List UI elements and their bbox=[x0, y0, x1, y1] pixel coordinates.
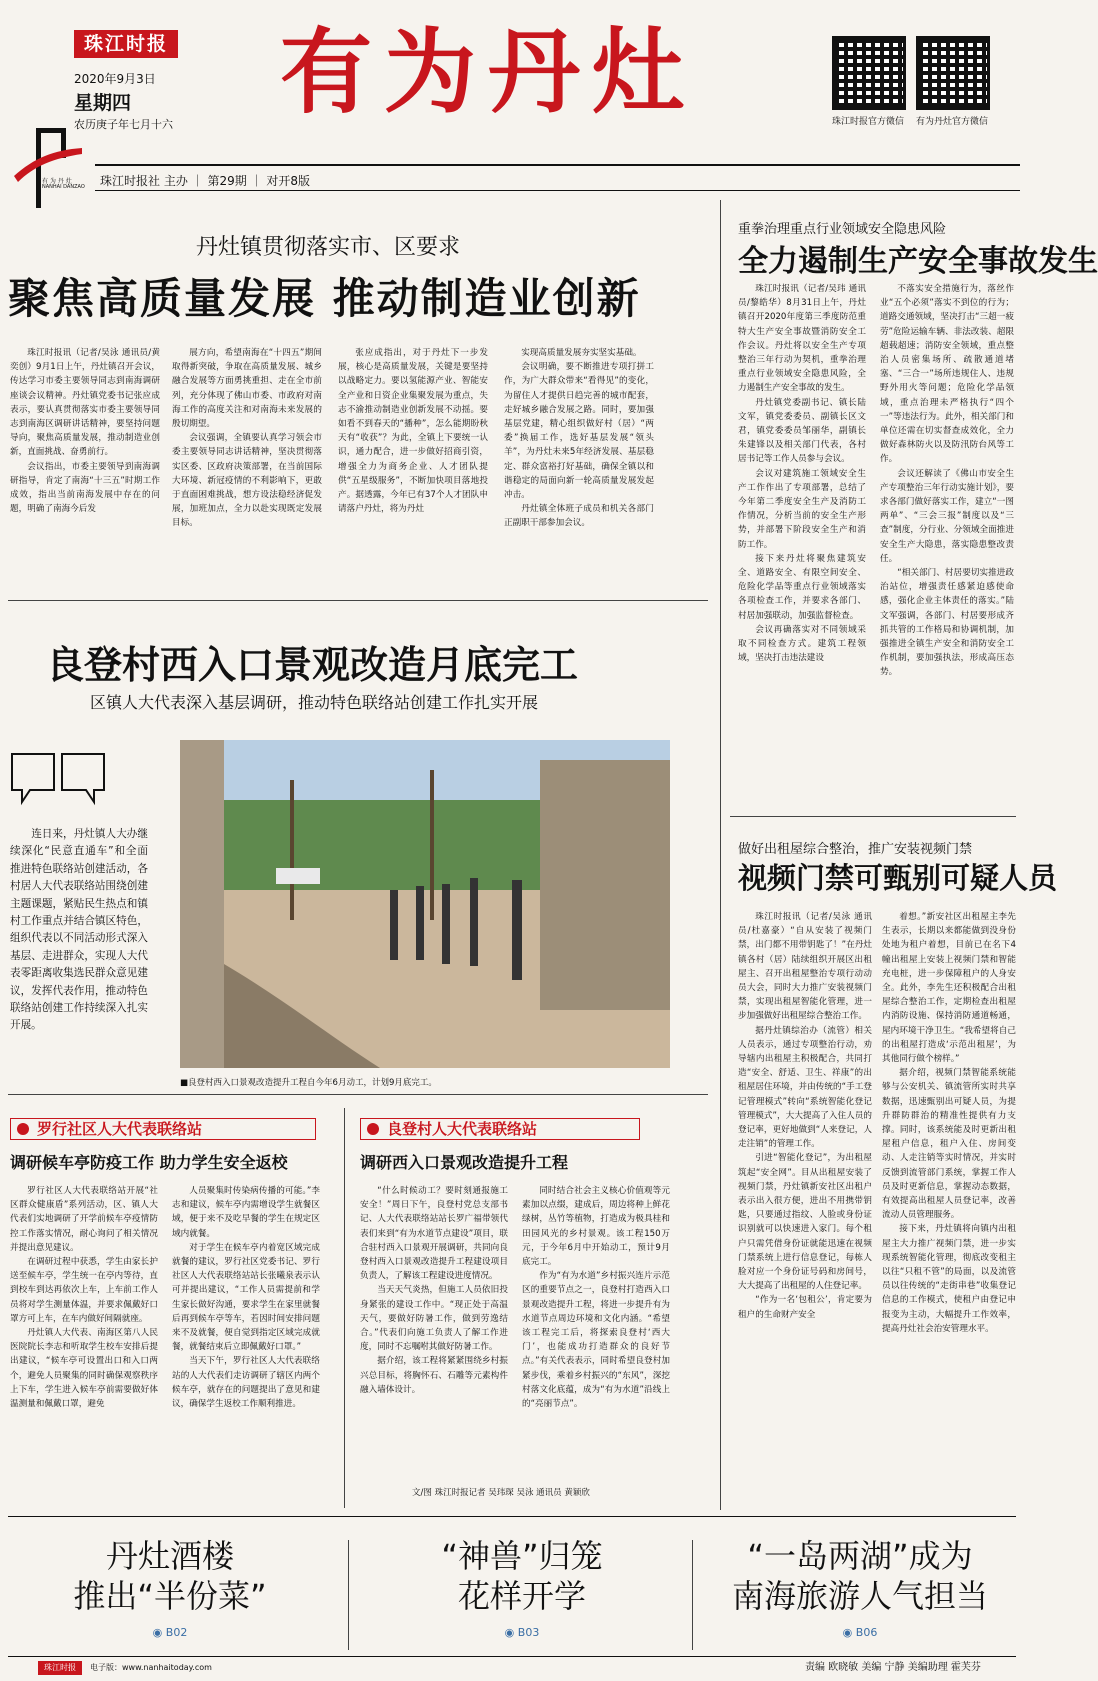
qr-code-icon bbox=[832, 36, 906, 110]
paragraph: 对于学生在候车亭内着宽区域完成就餐的建议，罗行社区党委书记、罗行社区人大代表联络站站长张曦泉表示认可并提出建议，“工作人员需提前和学生家长做好沟通，要求学生在家里就餐后再到候车亭等车，若因时间安排问题来不及就餐，便自觉到指定区域完成就餐，就餐结束后立即佩戴好口罩。” bbox=[172, 1242, 320, 1353]
village-photo-image bbox=[180, 740, 670, 1068]
luoxing-station-tag bbox=[10, 1118, 316, 1140]
promo-item-1[interactable] bbox=[20, 1536, 320, 1639]
paragraph: “相关部门、村居要切实推进政治站位，增强责任感紧迫感使命感，强化企业主体责任的落实。”陆文军强调，各部门、村居要形成齐抓共管的工作格局和协调机制，加强推进全镇生产安全和消防安全工作机制，要加强执法，形成高压态势。 bbox=[880, 568, 1014, 678]
paragraph: 会议指出，市委主要领导到南海调研指导，肯定了南海“十三五”时期工作成效，指出当前南海发展中存在的问题，明确了南海今后发 bbox=[10, 461, 160, 515]
section-rule bbox=[8, 600, 708, 601]
safety-headline: 全力遏制生产安全事故发生 bbox=[738, 244, 1098, 279]
lead-column-4 bbox=[504, 346, 654, 578]
promo-rule bbox=[8, 1516, 1016, 1517]
paragraph: 接下来丹灶将聚焦建筑安全、道路安全、有限空间安全、危险化学品等重点行业领域落实各项检查工作，并要求各部门、村居加强联动，加强监督检查。 bbox=[738, 553, 866, 621]
paragraph: 丹灶镇人大代表、南海区第八人民医院院长李志和听取学生校车安排后提出建议，“候车亭可设置出口和入口两个，避免人员聚集的同时确保观察秩序上下车，学生进入候车亭前需要做好体温测量和佩戴口罩，避免 bbox=[10, 1328, 158, 1410]
promo-page-ref[interactable]: ◉ B06 bbox=[842, 1626, 878, 1639]
paragraph: 引进“智能化登记”，为出租屋筑起“安全网”。目从出租屋安装了视频门禁，丹灶镇新安社区出租户表示出入很方便，进出不用携带钥匙，只要通过指纹、人脸或身份证识别就可以快速进入家门。每个租户只需凭借身份证就能迅速在视频门禁系统上进行信息登记，每栋人脸对应一个身份证号码和房间号，大大提高了出租屋的人住登记率。 bbox=[738, 1153, 872, 1292]
safety-column-1 bbox=[738, 282, 866, 792]
paragraph: 在调研过程中获悉，学生由家长护送至候车亭，学生统一在亭内等待，直到校车到达再依次上车，上车前工作人员将对学生测量体温，并要求佩戴好口罩方可上车，在车内做好间隔就座。 bbox=[10, 1257, 158, 1324]
header-rule bbox=[95, 164, 1020, 166]
column-divider bbox=[344, 1108, 345, 1508]
section-rule bbox=[8, 1094, 708, 1095]
promo-divider bbox=[692, 1540, 693, 1650]
danzao-logo-icon bbox=[14, 128, 84, 208]
play-icon bbox=[17, 1123, 29, 1135]
photo-caption: ■良登村西入口景观改造提升工程自今年6月动工，计划9月底完工。 bbox=[180, 1078, 437, 1088]
paragraph: 据丹灶镇综治办（流管）相关人员表示，通过专项整治行动，劝导辖内出租屋主积极配合，共同打造“安全、舒适、卫生、祥康”的出租屋居住环境，并由传统的“手工登记管理模式”转向“系统智能化登记管理模式”，大大提高了入住人员的登记率，更好地做到“人来登记，人走注销”的管理工作。 bbox=[738, 1025, 872, 1150]
video-headline: 视频门禁可甄别可疑人员 bbox=[738, 861, 1058, 895]
landscape-subhead: 区镇人大代表深入基层调研，推动特色联络站创建工作扎实开展 bbox=[90, 693, 539, 712]
lunar-date: 农历庚子年七月十六 bbox=[74, 118, 173, 131]
paragraph: 作为“有为水道”乡村振兴连片示范区的重要节点之一，良登村打造西入口景观改造提升工程，将进一步提升有为水道节点周边环境和文化内涵。“希望该工程完工后，将探索良登村‘西大门’，也能成功打造群众的良好节点。”有关代表表示，同时希望良登村加紧步伐，乘着乡村振兴的“东风”，深挖村落文化底蕴，成为“有为水道”沿线上的“亮丽节点”。 bbox=[522, 1271, 670, 1410]
masthead: 有为丹灶 bbox=[280, 18, 697, 126]
paragraph: 实现高质量发展夯实坚实基础。 bbox=[521, 348, 642, 358]
safety-kicker: 重拳治理重点行业领域安全隐患风险 bbox=[738, 222, 947, 237]
safety-column-2 bbox=[880, 282, 1014, 792]
luoxing-column-2 bbox=[172, 1184, 320, 1494]
paragraph: 连日来，丹灶镇人大办继续深化“民意直通车”和全面推进特色联络站创建活动，各村居人大代表联络站围绕创建主题课题，紧贴民生热点和镇村工作重点并结合镇区特色，组织代表以不同活动形式深入基层、走进群众，实现人大代表零距离收集选民群众意见建议，发挥代表作用，推动特色联络站创建工作持续深入扎实开展。 bbox=[10, 828, 148, 1032]
paragraph: 珠江时报讯（记者/吴泳 通讯员/杜嘉豪）“自从安装了视频门禁，出门都不用带钥匙了！”在丹灶镇各村（居）陆续组织开展区出租屋主、召开出租屋整治专项行动动员大会，同时大力推广安装视频门禁，实现出租屋智能化管理，进一步加强做好出租屋综合整治工作。 bbox=[738, 912, 872, 1022]
qr-code-icon bbox=[916, 36, 990, 110]
speech-bubbles-icon bbox=[10, 752, 106, 814]
liangdeng-station-tag bbox=[360, 1118, 640, 1140]
paragraph: 罗行社区人大代表联络站开展“社区群众健康盾”系列活动，区、镇人大代表们实地调研了开学前候车亭疫情防控工作落实情况，耐心询问了相关情况并提出意见建议。 bbox=[10, 1186, 158, 1253]
paragraph: 会议再确落实对不同领域采取不同检查方式。建筑工程领域，坚决打击违法建设 bbox=[738, 624, 866, 664]
video-column-1 bbox=[738, 910, 872, 1505]
luoxing-column-1 bbox=[10, 1184, 158, 1494]
play-icon bbox=[367, 1123, 379, 1135]
footer-badge: 珠江时报 bbox=[38, 1661, 82, 1675]
header-rule bbox=[95, 190, 1020, 191]
promo-line: “一岛两湖”成为 bbox=[747, 1537, 973, 1575]
lead-kicker: 丹灶镇贯彻落实市、区要求 bbox=[196, 235, 461, 260]
landscape-headline: 良登村西入口景观改造月底完工 bbox=[46, 642, 579, 687]
promo-line: 花样开学 bbox=[457, 1577, 586, 1615]
promo-ref-label: B03 bbox=[517, 1626, 540, 1639]
station-tag-label: 良登村人大代表联络站 bbox=[387, 1120, 538, 1138]
liangdeng-headline: 调研西入口景观改造提升工程 bbox=[360, 1153, 569, 1172]
qr-code-2 bbox=[916, 36, 990, 127]
paragraph: 同时结合社会主义核心价值观等元素加以点缀，建成后，周边将种上鲜花绿树，丛竹等植物，打造成为极具桂和田园风光的乡村景观。该工程150万元，于今年6月中开始动工，预计9月底完工。 bbox=[522, 1186, 670, 1268]
paragraph: 会议还解读了《佛山市安全生产专项整治三年行动实施计划》，要求各部门做好落实工作，建立“一图两单”、“三会三报”制度以及“三查”制度，分行业、分领域全面推进安全生产大隐患，落实隐患整改责任。 bbox=[880, 468, 1014, 564]
paragraph: 会议强调，全镇要认真学习领会市委主要领导同志讲话精神，坚决贯彻落实区委、区政府决策部署，在当前国际大环境、新冠疫情的不利影响下，更敢于直面困难挑战，想方设法稳经济促发展，加班加点，全力以赴实现既定发展目标。 bbox=[172, 433, 322, 529]
footer-url[interactable]: 电子版：www.nanhaitoday.com bbox=[90, 1663, 212, 1672]
paragraph: 不落实安全措施行为，落丝作业“五个必须”落实不到位的行为；道路交通领域，坚决打击“三超一疲劳”危险运输车辆、非法改装、超限超载超速；消防安全领域，重点整治人员密集场所、疏散通道堵塞、“三合一”场所违规住人、违规野外用火等问题；危险化学品领域，重点治理未严格执行“四个一”等违法行为。此外，相关部门和单位还需在切实督查成效化，全力做好森林防火以及防汛防台风等工作。 bbox=[880, 284, 1014, 465]
paragraph: 珠江时报讯（记者/吴泳 通讯员/黄奕创）9月1日上午，丹灶镇召开会议，传达学习市委主要领导同志到南海调研座谈会议精神。丹灶镇党委书记张应成表示，要认真贯彻落实市委主要领导同志到南海区调研讲话精神，要坚持问题导向，聚焦高质量发展，推动制造业创新，直面挑战、奋勇前行。 bbox=[10, 348, 160, 458]
paragraph: 据介绍，视频门禁智能系统能够与公安机关、镇流管所实时共享数据，迅速甄别出可疑人员，为提升群防群治的精准性提供有力支撑。同时，该系统能及时更新出租屋租户信息，租户入住、房间变动、人走注销等实时情况，并实时反馈到流管部门系统，掌握工作人员及时更新信息，掌握动态数据，有效提高出租屋人员登记率，改善流动人员管理服务。 bbox=[882, 1068, 1016, 1221]
promo-item-3[interactable] bbox=[710, 1536, 1010, 1639]
video-kicker: 做好出租屋综合整治，推广安装视频门禁 bbox=[738, 842, 973, 857]
issue-date: 2020年9月3日 bbox=[74, 72, 156, 86]
paragraph: “什么时候动工？要时刻通报施工安全！”周日下午，良登村党总支部书记、人大代表联络站站长罗广福带领代表们来到“有为水道节点建设”项目，联合驻村西入口景观开展调研，共同向良登村西入口景观改造提升工程建设项目负责人，了解该工程建设进度情况。 bbox=[360, 1186, 508, 1282]
landscape-photo bbox=[180, 740, 670, 1068]
liangdeng-column-2 bbox=[522, 1184, 670, 1480]
paragraph: 展方向，希望南海在“十四五”期间取得新突破，争取在高质量发展、城乡融合发展等方面勇挑重担、走在全市前列，充分体现了佛山市委、市政府对南海工作的高度关注和对南海未来发展的殷切期望。 bbox=[172, 348, 322, 430]
column-divider bbox=[720, 200, 721, 1510]
promo-line: “神兽”归笼 bbox=[441, 1537, 603, 1575]
lead-column-1 bbox=[10, 346, 160, 578]
paragraph: “作为一名‘包租公’，肯定要为租户的生命财产安全 bbox=[738, 1295, 872, 1320]
paragraph: 当天天气炎热，但施工人员依旧投身紧张的建设工作中。“现正处于高温天气，要做好防暑工作，做到劳逸结合。”代表们向施工负责人了解工作进度，同时不忘嘱咐其做好防暑工作。 bbox=[360, 1285, 508, 1353]
paragraph: 接下来，丹灶镇将向镇内出租屋主大力推广视频门禁，进一步实现系统智能化管理，彻底改变租主以往“只租不管”的局面，以及流管员以往传统的“走街串巷”收集登记信息的工作模式，使租户由登记申报变为主动，大幅提升工作效率，提高丹灶社会治安管理水平。 bbox=[882, 1224, 1016, 1334]
lead-column-3 bbox=[338, 346, 488, 578]
qr-code-1 bbox=[832, 36, 906, 127]
section-rule bbox=[730, 816, 1016, 817]
promo-page-ref[interactable]: ◉ B03 bbox=[504, 1626, 540, 1639]
lead-column-2 bbox=[172, 346, 322, 578]
landscape-intro bbox=[10, 826, 148, 1078]
footer-rule bbox=[8, 1656, 1016, 1657]
lead-headline: 聚焦高质量发展 推动制造业创新 bbox=[8, 274, 641, 323]
liangdeng-byline: 文/图 珠江时报记者 吴玮琛 吴泳 通讯员 黄颖欣 bbox=[412, 1488, 590, 1498]
paragraph: 着想。”新安社区出租屋主李先生表示，长期以来都能做到没身份处地为租户着想，目前已在名下4幢出租屋上安装上视频门禁和智能充电桩，进一步保障租户的人身安全。此外，李先生还积极配合出租屋综合整治工作，定期检查出租屋内消防设施、保持消防通道畅通，屋内环境干净卫生。“我希望将自己的出租屋打造成‘示范出租屋’，为其他同行做个榜样。” bbox=[882, 912, 1016, 1065]
info-bar: 珠江时报社 主办 ｜ 第29期 ｜ 对开8版 bbox=[100, 174, 310, 188]
paragraph: 据介绍，该工程将紧紧围绕乡村振兴总目标，将胸怀石、石雕等元素构件融入墙体设计。 bbox=[360, 1356, 508, 1395]
paragraph: 丹灶镇全体班子成员和机关各部门正副职干部参加会议。 bbox=[504, 504, 654, 529]
issue-weekday: 星期四 bbox=[74, 92, 132, 114]
footer-credits: 责编 欧晓敏 美编 宁静 美编助理 霍芙芬 bbox=[805, 1662, 981, 1673]
promo-ref-label: B06 bbox=[855, 1626, 878, 1639]
promo-line: 南海旅游人气担当 bbox=[731, 1577, 988, 1615]
promo-line: 丹灶酒楼 bbox=[105, 1537, 234, 1575]
paragraph: 人员聚集时传染病传播的可能。”李志和建议，候车亭内需增设学生就餐区域，便于来不及吃早餐的学生在规定区域内就餐。 bbox=[172, 1186, 320, 1239]
paragraph: 珠江时报讯（记者/吴玮 通讯员/黎皓华）8月31日上午，丹灶镇召开2020年度第三季度防范重特大生产安全事故暨消防安全工作会议。丹灶将以安全生产专项整治三年行动为契机，重拳治理重点行业领域安全隐患风险，全力遏制生产安全事故的发生。 bbox=[738, 284, 866, 394]
paper-name-badge: 珠江时报 bbox=[74, 30, 178, 58]
logo-subtitle: 有 为 丹 灶 bbox=[42, 178, 72, 185]
promo-ref-label: B02 bbox=[165, 1626, 188, 1639]
qr-caption: 珠江时报官方微信 bbox=[832, 117, 905, 127]
promo-divider bbox=[348, 1540, 349, 1650]
paragraph: 当天下午，罗行社区人大代表联络站的人大代表们走访调研了辖区内两个候车亭，就存在的问题提出了意见和建议，确保学生返校工作顺利推进。 bbox=[172, 1356, 320, 1410]
station-tag-label: 罗行社区人大代表联络站 bbox=[37, 1120, 203, 1138]
paragraph: 张应成指出，对于丹灶下一步发展，核心是高质量发展，关键是要坚持以战略定力。要以氢能源产业、智能安全产业和日资企业集聚发展为重点，失志不渝推动制造业创新发展不动摇。要如看不到春天的“播种”，怎么能期盼秋天有“收获”？为此，全镇上下要统一认识，通力配合，进一步做好招商引资，增强全力为商务企业、人才团队提供“五星级服务”，不断加快项目落地投产。据透露，今年已有37个人才团队申请落户丹灶，将为丹灶 bbox=[338, 348, 488, 515]
logo-english: NANHAI DANZAO bbox=[42, 184, 85, 190]
promo-item-2[interactable] bbox=[372, 1536, 672, 1639]
liangdeng-column-1 bbox=[360, 1184, 508, 1480]
luoxing-headline: 调研候车亭防疫工作 助力学生安全返校 bbox=[10, 1153, 288, 1172]
qr-caption: 有为丹灶官方微信 bbox=[916, 117, 989, 127]
promo-page-ref[interactable]: ◉ B02 bbox=[152, 1626, 188, 1639]
paragraph: 会议明确，要不断推进专项打拼工作，为广大群众带来“看得见”的变化，为留住人才提供日趋完善的城市配套，走好城乡融合发展之路。同时，要加强基层党建，精心组织做好村（居）“两委”换届工作，选好基层发展“领头羊”，为丹灶未来5年经济发展、基层稳定、群众富裕打好基础，确保全镇以和谐稳定的局面向新一轮高质量发展发起冲击。 bbox=[504, 362, 654, 501]
paragraph: 丹灶镇党委副书记、镇长陆文军，镇党委委员、副镇长区文君，镇党委委员邹丽华，副镇长朱建锋以及相关部门代表，各村居书记等工作人员参与会议。 bbox=[738, 397, 866, 465]
video-column-2 bbox=[882, 910, 1016, 1505]
paragraph: 会议对建筑施工领域安全生产工作作出了专项部署，总结了今年第二季度安全生产及消防工作情况，分析当前的安全生产形势，并部署下阶段安全生产和消防工作。 bbox=[738, 468, 866, 550]
promo-line: 推出“半份菜” bbox=[73, 1577, 267, 1615]
